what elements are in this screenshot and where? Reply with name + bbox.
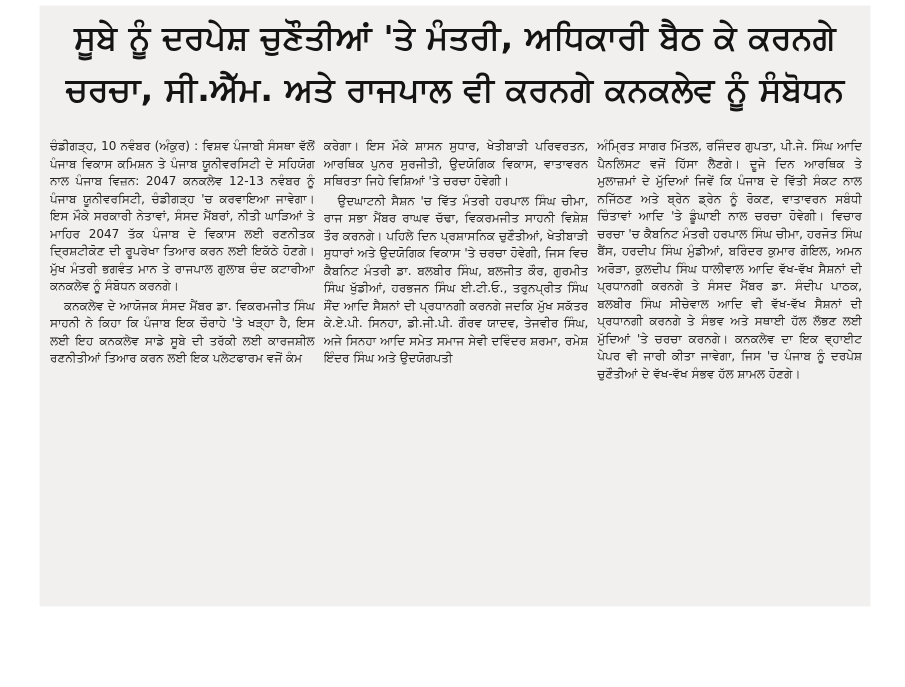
article-column-2 <box>324 138 589 604</box>
column-1-paragraph-2: ਕਨਕਲੇਵ ਦੇ ਆਯੋਜਕ ਸੰਸਦ ਮੈਂਬਰ ਡਾ. ਵਿਕਰਮਜੀਤ ਸਿੰਘ ਸਾਹਨੀ ਨੇ ਕਿਹਾ ਕਿ ਪੰਜਾਬ ਇਕ ਚੌਰਾਹੇ 'ਤੇ ਖੜ੍ਹਾ ਹੈ, ਇਸ ਲਈ ਇਹ ਕਨਕਲੇਵ ਸਾਡੇ ਸੂਬੇ ਦੀ ਤਰੱਕੀ ਲਈ ਕਾਰਜਸ਼ੀਲ ਰਣਨੀਤੀਆਂ ਤਿਆਰ ਕਰਨ ਲਈ ਇਕ ਪਲੇਟਫਾਰਮ ਵਜੋਂ ਕੰਮ <box>50 298 315 365</box>
column-3-paragraph-1: ਅੰਮ੍ਰਿਤ ਸਾਗਰ ਮਿੱਤਲ, ਰਜਿੰਦਰ ਗੁਪਤਾ, ਪੀ.ਜੇ. ਸਿੰਘ ਆਦਿ ਪੈਨਲਿਸਟ ਵਜੋਂ ਹਿੱਸਾ ਲੈਣਗੇ। ਦੂਜੇ ਦਿਨ ਆਰਥਿਕ ਤੇ ਮੁਲਾਜ਼ਮਾਂ ਦੇ ਮੁੱਦਿਆਂ ਜਿਵੇਂ ਕਿ ਪੰਜਾਬ ਦੇ ਵਿੱਤੀ ਸੰਕਟ ਨਾਲ ਨਜਿੱਠਣ ਅਤੇ ਬ੍ਰੇਨ ਡ੍ਰੇਨ ਨੂੰ ਰੋਕਣ, ਵਾਤਾਵਰਨ ਸਬੰਧੀ ਚਿੰਤਾਵਾਂ ਆਦਿ 'ਤੇ ਡੂੰਘਾਈ ਨਾਲ ਚਰਚਾ ਹੋਵੇਗੀ। ਵਿਚਾਰ ਚਰਚਾ 'ਚ ਕੈਬਨਿਟ ਮੰਤਰੀ ਹਰਪਾਲ ਸਿੰਘ ਚੀਮਾ, ਹਰਜੋਤ ਸਿੰਘ ਬੈਂਸ, ਹਰਦੀਪ ਸਿੰਘ ਮੁੰਡੀਆਂ, ਬਰਿੰਦਰ ਕੁਮਾਰ ਗੋਇਲ, ਅਮਨ ਅਰੋੜਾ, ਕੁਲਦੀਪ ਸਿੰਘ ਧਾਲੀਵਾਲ ਆਦਿ ਵੱਖ-ਵੱਖ ਸੈਸ਼ਨਾਂ ਦੀ ਪ੍ਰਧਾਨਗੀ ਕਰਨਗੇ ਤੇ ਸੰਸਦ ਮੈਂਬਰ ਡਾ. ਸੰਦੀਪ ਪਾਠਕ, ਬਲਬੀਰ ਸਿੰਘ ਸੀਚੇਵਾਲ ਆਦਿ ਵੀ ਵੱਖ-ਵੱਖ ਸੈਸ਼ਨਾਂ ਦੀ ਪ੍ਰਧਾਨਗੀ ਕਰਨਗੇ ਤੇ ਸੰਭਵ ਅਤੇ ਸਥਾਈ ਹੱਲ ਲੱਭਣ ਲਈ ਮੁੱਦਿਆਂ 'ਤੇ ਚਰਚਾ ਕਰਨਗੇ। ਕਨਕਲੇਵ ਦਾ ਇਕ ਵ੍ਹਾਈਟ ਪੇਪਰ ਵੀ ਜਾਰੀ ਕੀਤਾ ਜਾਵੇਗਾ, ਜਿਸ 'ਚ ਪੰਜਾਬ ਨੂੰ ਦਰਪੇਸ਼ ਚੁਣੌਤੀਆਂ ਦੇ ਵੱਖ-ਵੱਖ ਸੰਭਵ ਹੱਲ ਸ਼ਾਮਲ ਹੋਣਗੇ। <box>597 139 863 381</box>
column-2-paragraph-2: ਉਦਘਾਟਨੀ ਸੈਸ਼ਨ 'ਚ ਵਿੱਤ ਮੰਤਰੀ ਹਰਪਾਲ ਸਿੰਘ ਚੀਮਾ, ਰਾਜ ਸਭਾ ਮੈਂਬਰ ਰਾਘਵ ਚੱਢਾ, ਵਿਕਰਮਜੀਤ ਸਾਹਨੀ ਵਿਸ਼ੇਸ਼ ਤੌਰ ਕਰਨਗੇ। ਪਹਿਲੇ ਦਿਨ ਪ੍ਰਸ਼ਾਸਨਿਕ ਚੁਣੌਤੀਆਂ, ਖੇਤੀਬਾੜੀ ਸੁਧਾਰਾਂ ਅਤੇ ਉਦਯੋਗਿਕ ਵਿਕਾਸ 'ਤੇ ਚਰਚਾ ਹੋਵੇਗੀ, ਜਿਸ ਵਿਚ ਕੈਬਨਿਟ ਮੰਤਰੀ ਡਾ. ਬਲਬੀਰ ਸਿੰਘ, ਬਲਜੀਤ ਕੌਰ, ਗੁਰਮੀਤ ਸਿੰਘ ਖੁੱਡੀਆਂ, ਹਰਭਜਨ ਸਿੰਘ ਈ.ਟੀ.ਓ., ਤਰੁਨਪ੍ਰੀਤ ਸਿੰਘ ਸੌਂਦ ਆਦਿ ਸੈਸ਼ਨਾਂ ਦੀ ਪ੍ਰਧਾਨਗੀ ਕਰਨਗੇ ਜਦਕਿ ਮੁੱਖ ਸਕੱਤਰ ਕੇ.ਏ.ਪੀ. ਸਿਨਹਾ, ਡੀ.ਜੀ.ਪੀ. ਗੌਰਵ ਯਾਦਵ, ਤੇਜਵੀਰ ਸਿੰਘ, ਅਜੇ ਸਿਨਹਾ ਆਦਿ ਸਮੇਤ ਸਮਾਜ ਸੇਵੀ ਦਵਿੰਦਰ ਸ਼ਰਮਾ, ਰਮੇਸ਼ ਇੰਦਰ ਸਿੰਘ ਅਤੇ ਉਦਯੋਗਪਤੀ <box>323 193 589 365</box>
news-clipping <box>40 6 870 606</box>
article-column-3 <box>597 138 862 604</box>
headline-line-2: ਚਰਚਾ, ਸੀ.ਐੱਮ. ਅਤੇ ਰਾਜਪਾਲ ਵੀ ਕਰਨਗੇ ਕਨਕਲੇਵ ਨੂੰ ਸੰਬੋਧਨ <box>65 70 845 109</box>
article-body <box>50 138 862 604</box>
headline <box>52 12 858 116</box>
headline-line-1: ਸੂਬੇ ਨੂੰ ਦਰਪੇਸ਼ ਚੁਣੌਤੀਆਂ 'ਤੇ ਮੰਤਰੀ, ਅਧਿਕਾਰੀ ਬੈਠ ਕੇ ਕਰਨਗੇ <box>74 18 836 57</box>
column-1-paragraph-1: ਚੰਡੀਗੜ੍ਹ, 10 ਨਵੰਬਰ (ਅੰਕੁਰ) : ਵਿਸ਼ਵ ਪੰਜਾਬੀ ਸੰਸਥਾ ਵੱਲੋਂ ਪੰਜਾਬ ਵਿਕਾਸ ਕਮਿਸ਼ਨ ਤੇ ਪੰਜਾਬ ਯੂਨੀਵਰਸਿਟੀ ਦੇ ਸਹਿਯੋਗ ਨਾਲ ਪੰਜਾਬ ਵਿਜ਼ਨ: 2047 ਕਨਕਲੇਵ 12-13 ਨਵੰਬਰ ਨੂੰ ਪੰਜਾਬ ਯੂਨੀਵਰਸਿਟੀ, ਚੰਡੀਗੜ੍ਹ 'ਚ ਕਰਵਾਇਆ ਜਾਵੇਗਾ। ਇਸ ਮੌਕੇ ਸਰਕਾਰੀ ਨੇਤਾਵਾਂ, ਸੰਸਦ ਮੈਂਬਰਾਂ, ਨੀਤੀ ਘਾੜਿਆਂ ਤੇ ਮਾਹਿਰ 2047 ਤੱਕ ਪੰਜਾਬ ਦੇ ਵਿਕਾਸ ਲਈ ਰਣਨੀਤਕ ਦ੍ਰਿਸ਼ਟੀਕੋਣ ਦੀ ਰੂਪਰੇਖਾ ਤਿਆਰ ਕਰਨ ਲਈ ਇਕੱਠੇ ਹੋਣਗੇ। ਮੁੱਖ ਮੰਤਰੀ ਭਗਵੰਤ ਮਾਨ ਤੇ ਰਾਜਪਾਲ ਗੁਲਾਬ ਚੰਦ ਕਟਾਰੀਆ ਕਨਕਲੇਵ ਨੂੰ ਸੰਬੋਧਨ ਕਰਨਗੇ। <box>50 139 315 293</box>
article-column-1 <box>50 138 315 604</box>
column-2-paragraph-1: ਕਰੇਗਾ। ਇਸ ਮੌਕੇ ਸ਼ਾਸਨ ਸੁਧਾਰ, ਖੇਤੀਬਾੜੀ ਪਰਿਵਰਤਨ, ਆਰਥਿਕ ਪੁਨਰ ਸੁਰਜੀਤੀ, ਉਦਯੋਗਿਕ ਵਿਕਾਸ, ਵਾਤਾਵਰਨ ਸਥਿਰਤਾ ਜਿਹੇ ਵਿਸ਼ਿਆਂ 'ਤੇ ਚਰਚਾ ਹੋਵੇਗੀ। <box>323 139 589 188</box>
